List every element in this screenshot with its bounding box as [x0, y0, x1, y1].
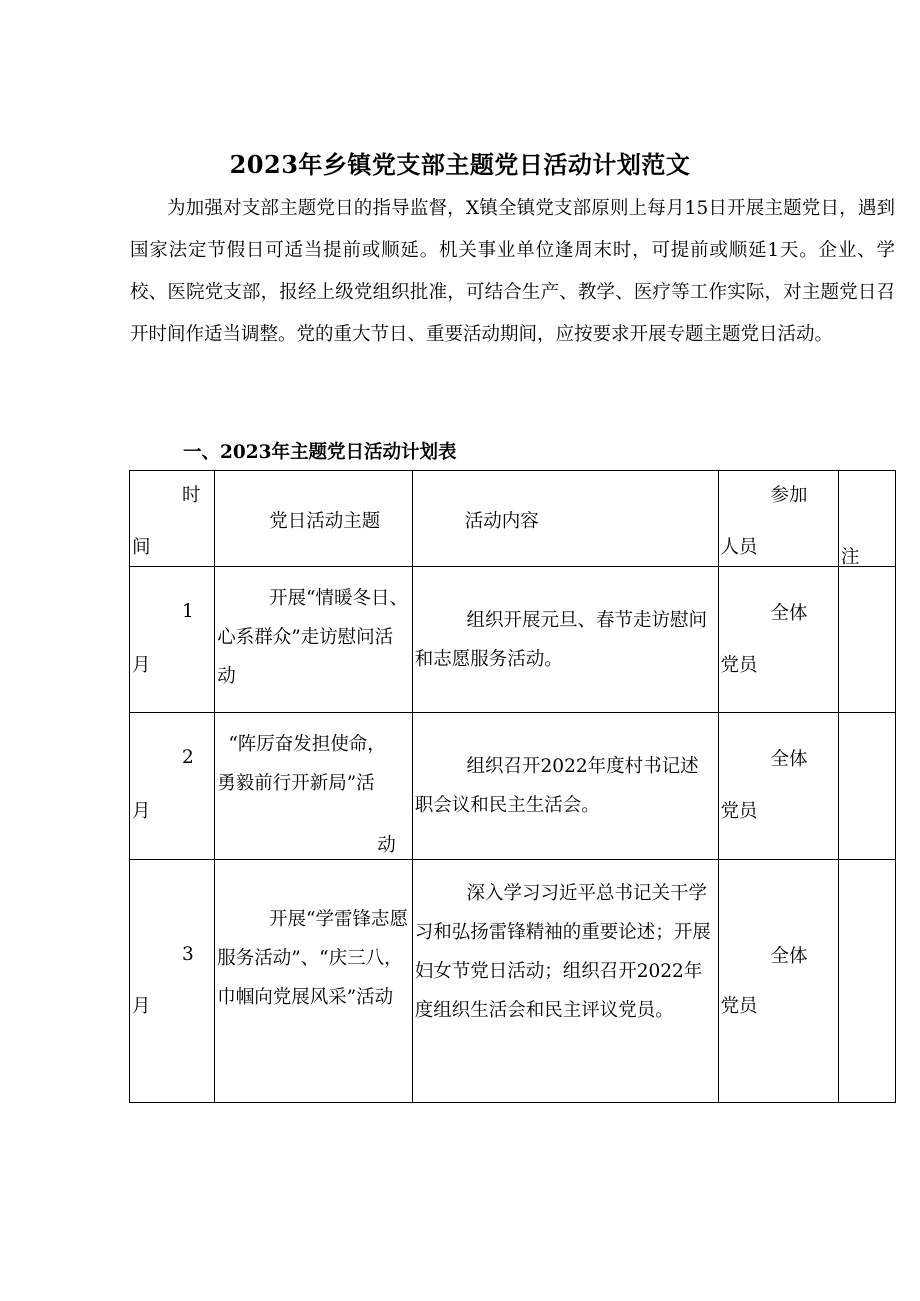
participants-cell [718, 567, 838, 713]
content-text: 深入学习习近平总书记关干学习和弘扬雷锋精袖的重要论述；开展妇女节党日活动；组织召开2022年度组织生活会和民主评议党员。 [414, 883, 711, 1021]
note-cell [838, 713, 895, 860]
header-time-top: 时 [182, 485, 201, 506]
activity-plan-table [129, 470, 896, 1103]
header-note-cell [838, 471, 895, 567]
month-number: 2 [182, 747, 194, 768]
table-row [130, 567, 896, 713]
theme-text: “阵厉奋发担使命，勇毅前行开新局”活 [217, 734, 386, 794]
month-unit: 月 [132, 655, 151, 676]
theme-cell [215, 860, 413, 1103]
participants-bottom: 党员 [720, 996, 758, 1017]
month-unit: 月 [132, 801, 151, 822]
content-cell [412, 860, 718, 1103]
content-cell [412, 713, 718, 860]
month-number: 1 [182, 601, 194, 622]
participants-cell [718, 860, 838, 1103]
table-row [130, 860, 896, 1103]
month-number: 3 [182, 944, 194, 965]
theme-cell [215, 567, 413, 713]
month-cell [130, 713, 215, 860]
theme-text-tail: 动 [377, 835, 396, 856]
content-text: 组织召开2022年度村书记述职会议和民主生活会。 [414, 756, 699, 816]
theme-text: 开展“情暖冬日、心系群众”走访慰问活动 [217, 588, 408, 687]
header-participants-top: 参加 [770, 485, 808, 506]
theme-cell [215, 713, 413, 860]
content-text: 组织开展元旦、春节走访慰问和志愿服务活动。 [414, 610, 708, 670]
participants-bottom: 党员 [720, 801, 758, 822]
header-participants-cell [718, 471, 838, 567]
header-content-cell [412, 471, 718, 567]
table-row [130, 713, 896, 860]
theme-text: 开展“学雷锋志愿服务活动”、“庆三八，巾帼向党展风采”活动 [217, 909, 408, 1008]
header-time-cell [130, 471, 215, 567]
note-cell [838, 860, 895, 1103]
month-unit: 月 [132, 996, 151, 1017]
header-note: 注 [840, 547, 860, 568]
header-time-bottom: 间 [132, 537, 151, 558]
section-heading: 一、2023年主题党日活动计划表 [183, 442, 457, 463]
header-participants-bottom: 人员 [720, 537, 758, 558]
note-cell [838, 567, 895, 713]
participants-top: 全体 [770, 603, 808, 624]
intro-paragraph: 为加强对支部主题党日的指导监督，X镇全镇党支部原则上每月15日开展主题党日，遇到国家法定节假日可适当提前或顺延。机关事业单位逢周末时，可提前或顺延1天。企业、学校、医院党支部，报经上级党组织批准，可结合生产、教学、医疗等工作实际，对主题党日召开时间作适当调整。党的重大节日、重要活动期间，应按要求开展专题主题党日活动。 [130, 198, 895, 345]
participants-cell [718, 713, 838, 860]
participants-top: 全体 [770, 946, 808, 967]
month-cell [130, 567, 215, 713]
table-header-row [130, 471, 896, 567]
header-content: 活动内容 [464, 511, 539, 532]
document-title: 2023年乡镇党支部主题党日活动计划范文 [229, 150, 691, 179]
month-cell [130, 860, 215, 1103]
content-cell [412, 567, 718, 713]
participants-top: 全体 [770, 749, 808, 770]
header-theme-cell [215, 471, 413, 567]
header-theme: 党日活动主题 [269, 511, 381, 532]
participants-bottom: 党员 [720, 655, 758, 676]
